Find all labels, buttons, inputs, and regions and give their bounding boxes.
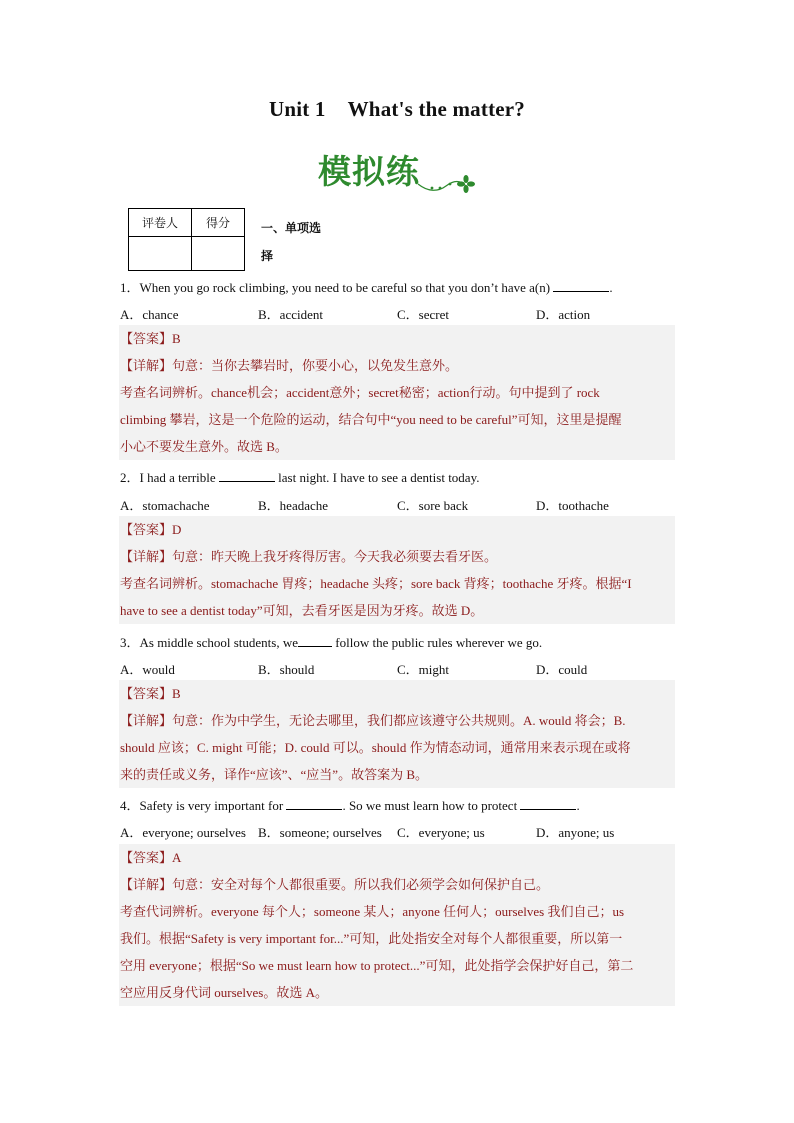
stem-text: . So we must learn how to protect — [342, 798, 521, 813]
q3-option-d: D．could — [536, 662, 588, 677]
banner-text: 模拟练 — [318, 152, 420, 191]
detail-line: 空用 everyone；根据“So we must learn how to protect...”可知，此处指学会保护好自己，第二 — [120, 958, 634, 973]
q4-option-a: A．everyone; ourselves — [120, 825, 246, 840]
detail-line: 考查名词辨析。chance机会；accident意外；secret秘密；action行动。句中提到了 rock — [120, 385, 600, 400]
decorative-flower-vine-icon — [416, 166, 476, 194]
detail-line: should 应该；C. might 可能；D. could 可以。should 作为情态动词，通常用来表示现在或将 — [120, 740, 631, 755]
stem-text: 3．As middle school students, we — [120, 635, 299, 650]
score-header: 得分 — [192, 209, 245, 237]
detail-line: 【详解】句意：安全对每个人都很重要。所以我们必须学会如何保护自己。 — [120, 877, 550, 892]
q3-option-c: C．might — [397, 662, 450, 677]
question-4-stem — [120, 795, 580, 814]
q2-answer-box — [119, 516, 675, 624]
question-2-stem — [120, 467, 480, 486]
detail-line: climbing 攀岩，这是一个危险的运动，结合句中“you need to be careful”可知，这里是提醒 — [120, 412, 622, 427]
question-3-stem — [120, 632, 542, 651]
stem-text: follow the public rules wherever we go. — [332, 635, 543, 650]
answer-blank — [520, 797, 576, 810]
q1-option-c: C．secret — [397, 307, 449, 322]
section-heading — [261, 214, 341, 270]
q3-answer-box — [119, 680, 675, 788]
detail-line: 我们。根据“Safety is very important for...”可知，此处指安全对每个人都很重要，所以第一 — [120, 931, 623, 946]
page-title — [0, 97, 794, 122]
detail-line: 【详解】句意：昨天晚上我牙疼得厉害。今天我必须要去看牙医。 — [120, 549, 498, 564]
q1-option-a: A．chance — [120, 307, 179, 322]
answer-label: 【答案】D — [120, 522, 182, 537]
q2-option-d: D．toothache — [536, 498, 609, 513]
detail-line: 考查名词辨析。stomachache 胃疼；headache 头疼；sore back 背疼；toothache 牙疼。根据“I — [120, 576, 632, 591]
answer-blank — [219, 469, 275, 482]
detail-line: 考查代词辨析。everyone 每个人；someone 某人；anyone 任何人；ourselves 我们自己；us — [120, 904, 625, 919]
practice-banner — [316, 146, 476, 196]
stem-text: . — [609, 280, 613, 295]
answer-blank — [286, 797, 342, 810]
detail-line: 空应用反身代词 ourselves。故选 A。 — [120, 985, 328, 1000]
unit-topic: What's the matter? — [347, 97, 526, 121]
q1-answer-box — [119, 325, 675, 460]
stem-text: 1．When you go rock climbing, you need to be careful so that you don’t have a(n) — [120, 280, 554, 295]
detail-line: have to see a dentist today”可知，去看牙医是因为牙疼。故选 D。 — [120, 603, 484, 618]
stem-text: 4．Safety is very important for — [120, 798, 287, 813]
answer-label: 【答案】A — [120, 850, 182, 865]
stem-text: . — [576, 798, 580, 813]
section-heading-line1: 一、单项选 — [261, 221, 322, 235]
q2-option-b: B．headache — [258, 498, 329, 513]
detail-line: 小心不要发生意外。故选 B。 — [120, 439, 288, 454]
score-cell — [192, 237, 245, 271]
grader-header: 评卷人 — [129, 209, 192, 237]
q4-answer-box — [119, 844, 675, 1006]
unit-label: Unit 1 — [268, 97, 326, 121]
q4-option-d: D．anyone; us — [536, 825, 615, 840]
q3-option-b: B．should — [258, 662, 315, 677]
answer-label: 【答案】B — [120, 331, 181, 346]
section-heading-line2: 择 — [261, 249, 274, 263]
answer-label: 【答案】B — [120, 686, 181, 701]
answer-blank — [298, 634, 332, 647]
grader-cell — [129, 237, 192, 271]
detail-line: 来的责任或义务，译作“应该”、“应当”。故答案为 B。 — [120, 767, 429, 782]
stem-text: 2．I had a terrible — [120, 470, 219, 485]
question-1-stem — [120, 277, 613, 296]
q2-option-c: C．sore back — [397, 498, 469, 513]
stem-text: last night. I have to see a dentist today. — [274, 470, 480, 485]
detail-line: 【详解】句意：作为中学生，无论去哪里，我们都应该遵守公共规则。A. would 将会；B. — [120, 713, 626, 728]
score-table — [128, 208, 245, 271]
q3-option-a: A．would — [120, 662, 175, 677]
q1-option-d: D．action — [536, 307, 591, 322]
answer-blank — [553, 279, 609, 292]
q4-option-b: B．someone; ourselves — [258, 825, 382, 840]
q4-option-c: C．everyone; us — [397, 825, 485, 840]
q2-option-a: A．stomachache — [120, 498, 210, 513]
q1-option-b: B．accident — [258, 307, 323, 322]
detail-line: 【详解】句意：当你去攀岩时，你要小心，以免发生意外。 — [120, 358, 459, 373]
